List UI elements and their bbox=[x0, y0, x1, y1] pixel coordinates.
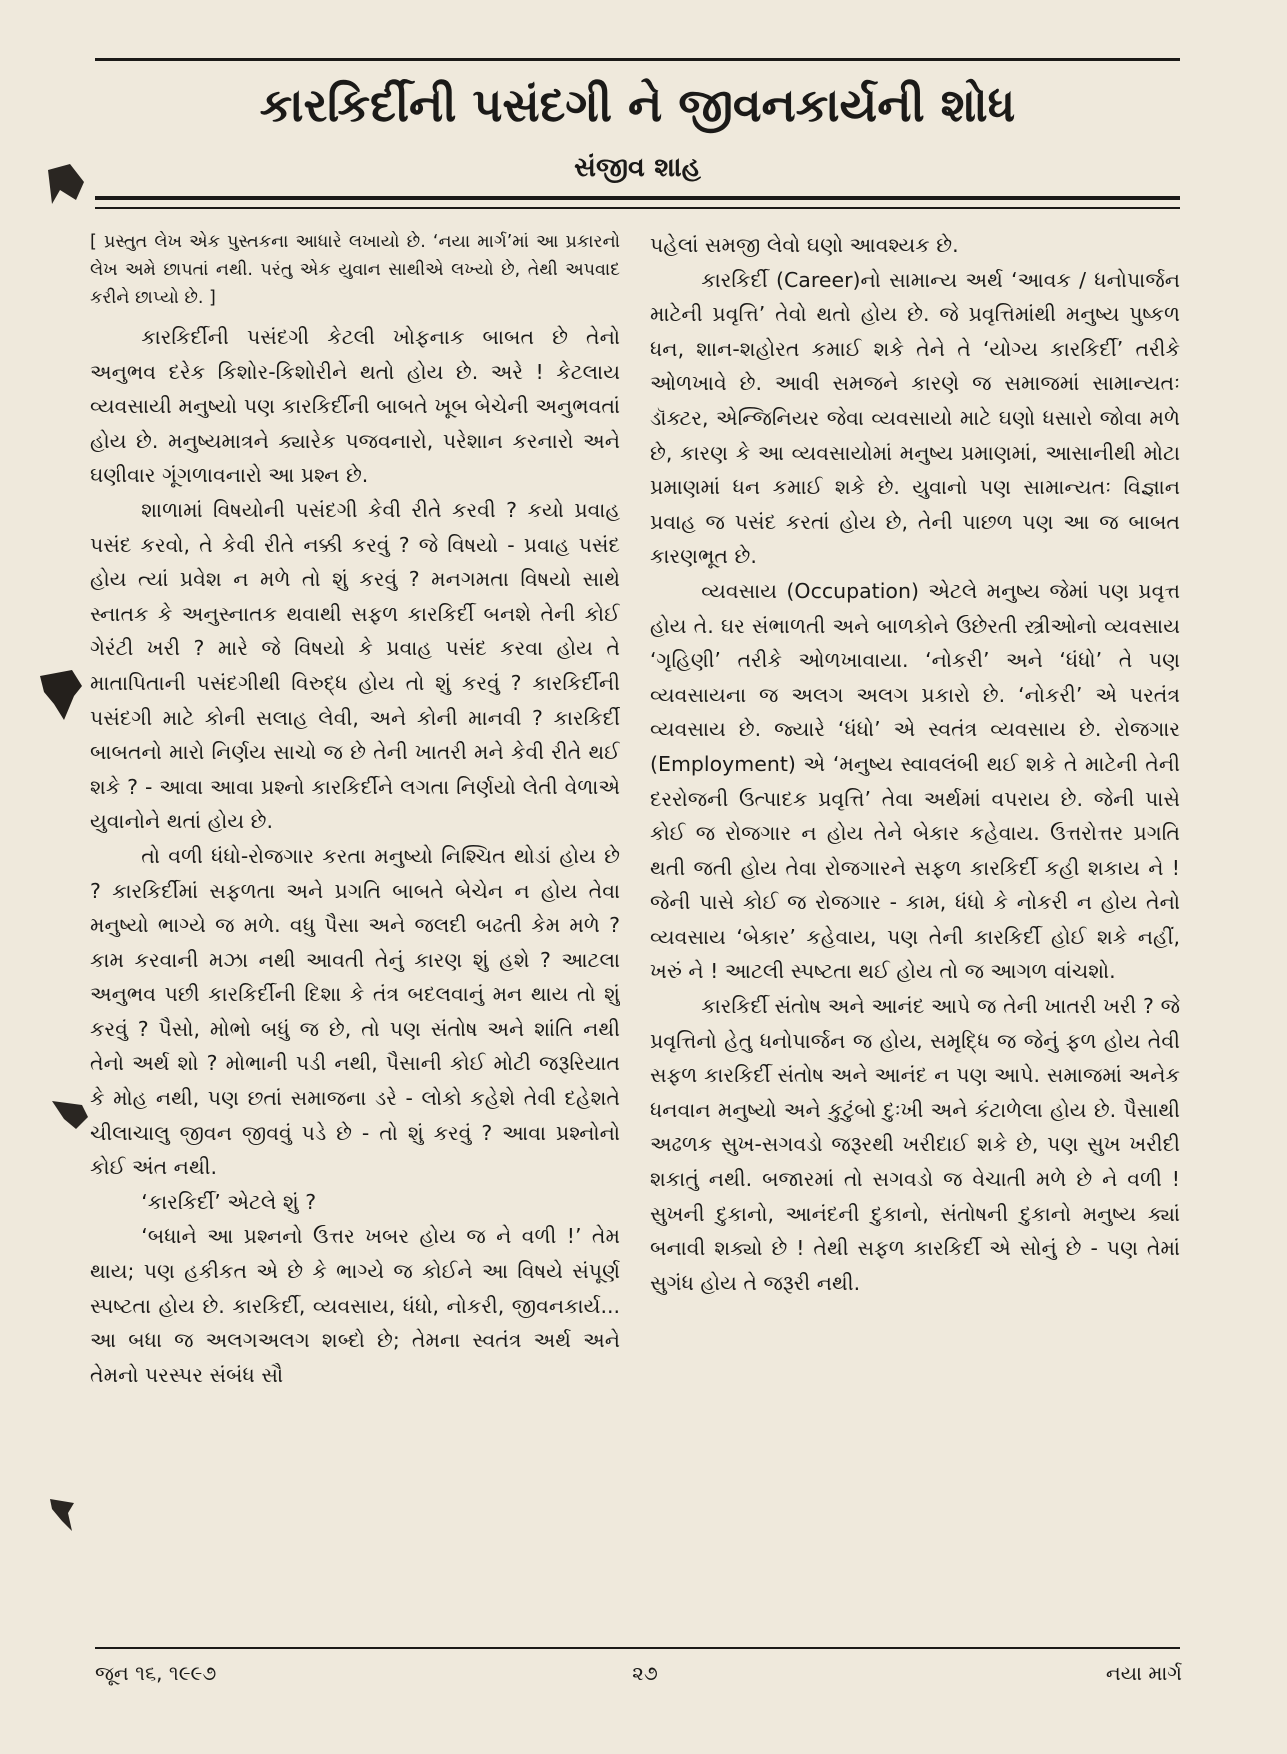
paragraph: શાળામાં વિષયોની પસંદગી કેવી રીતે કરવી ? કયો પ્રવાહ પસંદ કરવો, તે કેવી રીતે નક્કી કરવું ? જે વિષયો - પ્રવાહ પસંદ હોય ત્યાં પ્રવેશ ન મળે તો શું કરવું ? મનગમતા વિષયો સાથે સ્નાતક કે અનુસ્નાતક થવાથી સફળ કારકિર્દી બનશે તેની કોઈ ગેરંટી ખરી ? મારે જે વિષયો કે પ્રવાહ પસંદ કરવા હોય તે માતાપિતાની પસંદગીથી વિરુદ્ધ હોય તો શું કરવું ? કારકિર્દીની પસંદગી માટે કોની સલાહ લેવી, અને કોની માનવી ? કારકિર્દી બાબતનો મારો નિર્ણય સાચો જ છે તેની ખાતરી મને કેવી રીતે થઈ શકે ? - આવા આવા પ્રશ્નો કારકિર્દીને લગતા નિર્ણયો લેતી વેળાએ યુવાનોને થતાં હોય છે. bbox=[90, 497, 620, 834]
footer-publication: નયા માર્ગ bbox=[1105, 1661, 1182, 1685]
paragraph: કારકિર્દી સંતોષ અને આનંદ આપે જ તેની ખાતરી ખરી ? જે પ્રવૃત્તિનો હેતુ ધનોપાર્જન જ હોય, સમૃદ્ધિ જ જેનું ફળ હોય તેવી સફળ કારકિર્દી સંતોષ અને આનંદ ન પણ આપે. સમાજમાં અનેક ધનવાન મનુષ્યો અને કુટુંબો દુઃખી અને કંટાળેલા હોય છે. પૈસાથી અઢળક સુખ-સગવડો જરૂરથી ખરીદાઈ શકે છે, પણ સુખ ખરીદી શકાતું નથી. બજારમાં તો સગવડો જ વેચાતી મળે છે ને વળી ! સુખની દુકાનો, આનંદની દુકાનો, સંતોષની દુકાનો મનુષ્ય ક્યાં બનાવી શક્યો છે ! તેથી સફળ કારકિર્દી એ સોનું છે - પણ તેમાં સુગંધ હોય તે જરૂરી નથી. bbox=[650, 994, 1180, 1295]
paper-damage-mark bbox=[34, 668, 86, 724]
paper-damage-mark bbox=[44, 1495, 84, 1537]
right-column bbox=[650, 228, 1180, 1638]
footer-page-number: ૨૭ bbox=[632, 1661, 658, 1685]
paragraph: ‘બધાને આ પ્રશ્નનો ઉત્તર ખબર હોય જ ને વળી !’ તેમ થાય; પણ હકીકત એ છે કે ભાગ્યે જ કોઈને આ વિષયે સંપૂર્ણ સ્પષ્ટતા હોય છે. કારકિર્દી, વ્યવસાય, ધંધો, નોકરી, જીવનકાર્ય... આ બધા જ અલગઅલગ શબ્દો છે; તેમના સ્વતંત્ર અર્થ અને તેમનો પરસ્પર સંબંધ સૌ bbox=[90, 1224, 620, 1387]
paragraph: વ્યવસાય (Occupation) એટલે મનુષ્ય જેમાં પણ પ્રવૃત્ત હોય તે. ઘર સંભાળતી અને બાળકોને ઉછેરતી સ્ત્રીઓનો વ્યવસાય ‘ગૃહિણી’ તરીકે ઓળખાવાયા. ‘નોકરી’ અને ‘ધંધો’ તે પણ વ્યવસાયના જ અલગ અલગ પ્રકારો છે. ‘નોકરી’ એ પરતંત્ર વ્યવસાય છે. જ્યારે ‘ધંધો’ એ સ્વતંત્ર વ્યવસાય છે. રોજગાર (Employment) એ ‘મનુષ્ય સ્વાવલંબી થઈ શકે તે માટેની તેની દરરોજની ઉત્પાદક પ્રવૃત્તિ’ તેવા અર્થમાં વપરાય છે. જેની પાસે કોઈ જ રોજગાર ન હોય તેને બેકાર કહેવાય. ઉત્તરોત્તર પ્રગતિ થતી જતી હોય તેવા રોજગારને સફળ કારકિર્દી કહી શકાય ને ! જેની પાસે કોઈ જ રોજગાર - કામ, ધંધો કે નોકરી ન હોય તેનો વ્યવસાય ‘બેકાર’ કહેવાય, પણ તેની કારકિર્દી હોઈ શકે નહીં, ખરું ને ! આટલી સ્પષ્ટતા થઈ હોય તો જ આગળ વાંચશો. bbox=[650, 578, 1180, 984]
footer-date: જૂન ૧૬, ૧૯૯૭ bbox=[95, 1661, 217, 1685]
paragraph-continued: પહેલાં સમજી લેવો ઘણો આવશ્યક છે. bbox=[650, 233, 959, 257]
footer-rule bbox=[95, 1647, 1180, 1649]
editor-note: [ પ્રસ્તુત લેખ એક પુસ્તકના આધારે લખાયો છે. ‘નયા માર્ગ’માં આ પ્રકારનો લેખ અમે છાપતાં નથી. પરંતુ એક યુવાન સાથીએ લખ્યો છે, તેથી અપવાદ કરીને છાપ્યો છે. ] bbox=[90, 232, 620, 308]
paper-damage-mark bbox=[48, 1095, 92, 1135]
paragraph: તો વળી ધંધો-રોજગાર કરતા મનુષ્યો નિશ્ચિત થોડાં હોય છે ? કારકિર્દીમાં સફળતા અને પ્રગતિ બાબતે બેચેન ન હોય તેવા મનુષ્યો ભાગ્યે જ મળે. વધુ પૈસા અને જલદી બઢતી કેમ મળે ? કામ કરવાની મઝા નથી આવતી તેનું કારણ શું હશે ? આટલા અનુભવ પછી કારકિર્દીની દિશા કે તંત્ર બદલવાનું મન થાય તો શું કરવું ? પૈસો, મોભો બધું જ છે, તો પણ સંતોષ અને શાંતિ નથી તેનો અર્થ શો ? મોભાની પડી નથી, પૈસાની કોઈ મોટી જરૂરિયાત કે મોહ નથી, પણ છતાં સમાજના ડરે - લોકો કહેશે તેવી દહેશતે ચીલાચાલુ જીવન જીવવું પડે છે - તો શું કરવું ? આવા પ્રશ્નોનો કોઈ અંત નથી. bbox=[90, 843, 620, 1180]
paper-damage-mark bbox=[40, 160, 90, 210]
header-rule-thin bbox=[95, 207, 1180, 209]
article-title: કારકિર્દીની પસંદગી ને જીવનકાર્યની શોધ bbox=[259, 78, 1016, 132]
paragraph: કારકિર્દીની પસંદગી કેટલી ખોફનાક બાબત છે તેનો અનુભવ દરેક કિશોર-કિશોરીને થતો હોય છે. અરે ! કેટલાય વ્યવસાયી મનુષ્યો પણ કારકિર્દીની બાબતે ખૂબ બેચેની અનુભવતાં હોય છે. મનુષ્યમાત્રને ક્યારેક પજવનારો, પરેશાન કરનારો અને ઘણીવાર ગૂંગળાવનારો આ પ્રશ્ન છે. bbox=[90, 325, 620, 488]
left-column bbox=[90, 228, 620, 1638]
section-question: ‘કારકિર્દી’ એટલે શું ? bbox=[141, 1189, 317, 1214]
top-rule bbox=[95, 58, 1180, 61]
header-rule-thick bbox=[95, 196, 1180, 200]
article-author: સંજીવ શાહ bbox=[574, 152, 701, 183]
paragraph: કારકિર્દી (Career)નો સામાન્ય અર્થ ‘આવક / ધનોપાર્જન માટેની પ્રવૃત્તિ’ તેવો થતો હોય છે. જે પ્રવૃત્તિમાંથી મનુષ્ય પુષ્કળ ધન, શાન-શહોરત કમાઈ શકે તેને તે ‘યોગ્ય કારકિર્દી’ તરીકે ઓળખાવે છે. આવી સમજને કારણે જ સમાજમાં સામાન્યતઃ ડૉક્ટર, એન્જિનિયર જેવા વ્યવસાયો માટે ઘણો ધસારો જોવા મળે છે, કારણ કે આ વ્યવસાયોમાં મનુષ્ય પ્રમાણમાં, આસાનીથી મોટા પ્રમાણમાં ધન કમાઈ શકે છે. યુવાનો પણ સામાન્યતઃ વિજ્ઞાન પ્રવાહ જ પસંદ કરતાં હોય છે, તેની પાછળ પણ આ જ બાબત કારણભૂત છે. bbox=[650, 267, 1180, 569]
